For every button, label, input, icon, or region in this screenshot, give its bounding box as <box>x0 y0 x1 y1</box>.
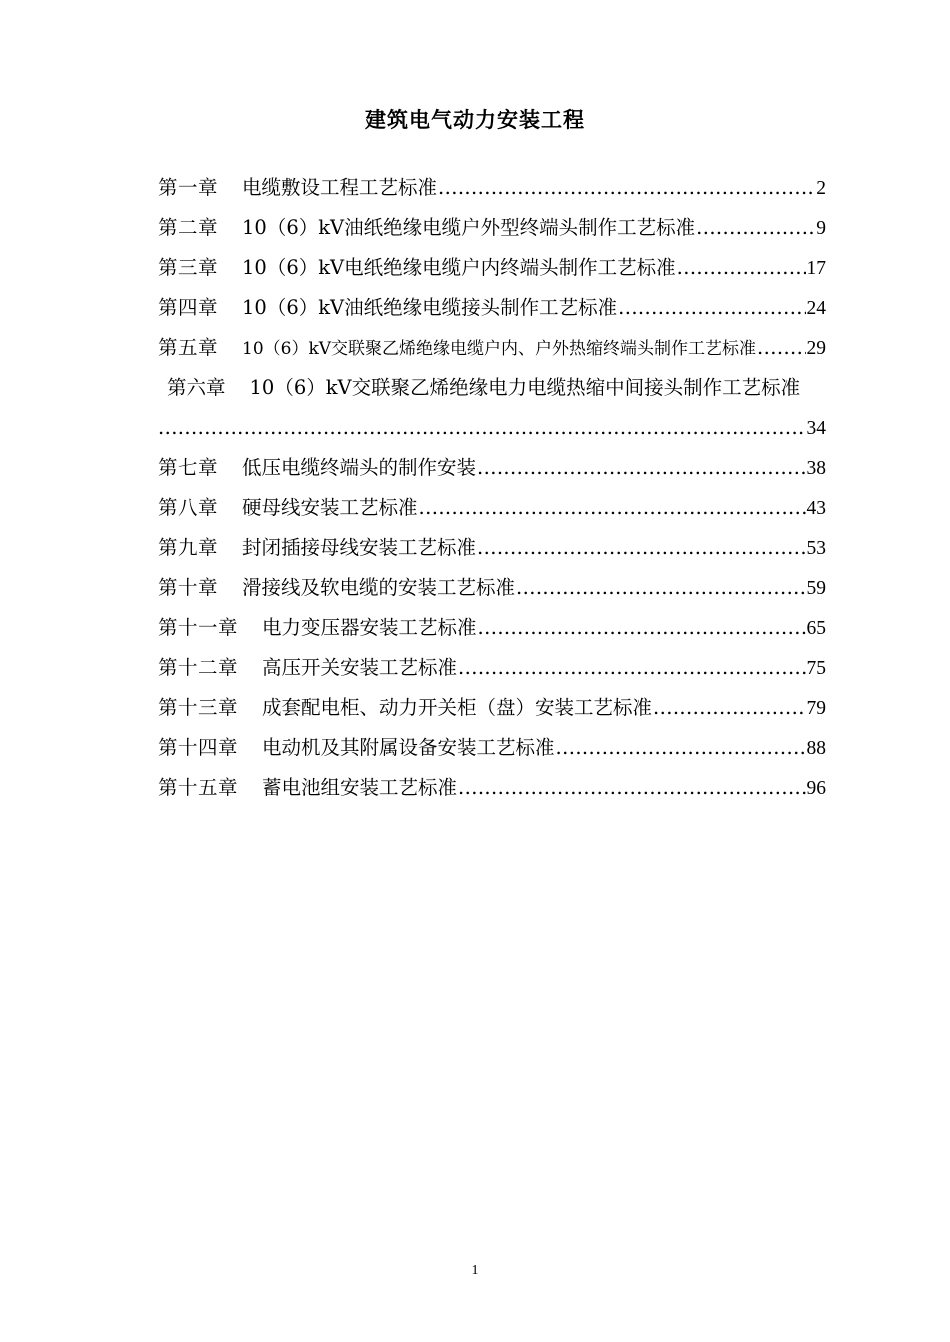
toc-page-number: 43 <box>806 498 826 519</box>
table-of-contents <box>158 168 826 808</box>
toc-entry-11[interactable] <box>158 608 826 648</box>
toc-chapter: 第三章 <box>158 256 219 279</box>
toc-entry-6-continuation <box>158 408 826 448</box>
toc-leader-dots <box>158 408 806 448</box>
toc-leader-dots <box>458 768 805 808</box>
toc-title: 成套配电柜、动力开关柜（盘）安装工艺标准 <box>262 696 653 719</box>
toc-chapter: 第六章 <box>167 376 226 399</box>
toc-page-number: 53 <box>806 538 826 559</box>
toc-page-number: 96 <box>806 778 826 799</box>
toc-leader-dots <box>478 608 806 648</box>
toc-leader-dots <box>516 568 805 608</box>
toc-page-number: 38 <box>806 458 826 479</box>
toc-chapter: 第十一章 <box>158 616 239 639</box>
toc-chapter: 第十五章 <box>158 776 239 799</box>
toc-chapter: 第一章 <box>158 176 219 199</box>
toc-title: 电缆敷设工程工艺标准 <box>242 176 438 199</box>
toc-entry-15[interactable] <box>158 768 826 808</box>
toc-title: 10（6）kV电纸绝缘电缆户内终端头制作工艺标准 <box>242 256 676 279</box>
toc-leader-dots <box>556 728 806 768</box>
toc-page-number: 65 <box>806 618 826 639</box>
toc-chapter: 第五章 <box>158 336 219 359</box>
toc-entry-14[interactable] <box>158 728 826 768</box>
toc-entry-9[interactable] <box>158 528 826 568</box>
toc-title: 10（6）kV油纸绝缘电缆接头制作工艺标准 <box>242 296 618 319</box>
toc-page-number: 24 <box>806 298 826 319</box>
toc-leader-dots <box>757 328 805 368</box>
document-title: 建筑电气动力安装工程 <box>365 108 585 132</box>
toc-title: 低压电缆终端头的制作安装 <box>242 456 477 479</box>
toc-leader-dots <box>438 168 815 208</box>
toc-entry-5[interactable] <box>158 328 826 368</box>
toc-entry-6-line <box>158 368 826 408</box>
toc-title: 封闭插接母线安装工艺标准 <box>242 536 477 559</box>
toc-title: 电力变压器安装工艺标准 <box>262 616 477 639</box>
toc-page-number: 75 <box>806 658 826 679</box>
toc-page-number: 34 <box>806 418 826 439</box>
toc-leader-dots <box>419 488 806 528</box>
toc-entry-7[interactable] <box>158 448 826 488</box>
toc-chapter: 第七章 <box>158 456 219 479</box>
toc-entry-12[interactable] <box>158 648 826 688</box>
toc-entry-6[interactable] <box>158 368 826 448</box>
toc-chapter: 第九章 <box>158 536 219 559</box>
toc-page-number: 2 <box>816 178 826 199</box>
toc-chapter: 第八章 <box>158 496 219 519</box>
toc-chapter: 第二章 <box>158 216 219 239</box>
toc-leader-dots <box>458 648 805 688</box>
toc-page-number: 79 <box>806 698 826 719</box>
toc-entry-10[interactable] <box>158 568 826 608</box>
toc-page-number: 59 <box>806 578 826 599</box>
toc-chapter: 第十三章 <box>158 696 239 719</box>
toc-title: 电动机及其附属设备安装工艺标准 <box>262 736 555 759</box>
toc-title: 10（6）kV交联聚乙烯绝缘电缆户内、户外热缩终端头制作工艺标准 <box>242 339 757 359</box>
toc-title: 高压开关安装工艺标准 <box>262 656 458 679</box>
toc-chapter: 第十四章 <box>158 736 239 759</box>
toc-chapter: 第十章 <box>158 576 219 599</box>
toc-chapter: 第十二章 <box>158 656 239 679</box>
toc-page-number: 9 <box>816 218 826 239</box>
toc-page-number: 88 <box>806 738 826 759</box>
toc-leader-dots <box>477 528 805 568</box>
toc-title: 滑接线及软电缆的安装工艺标准 <box>242 576 516 599</box>
toc-title: 10（6）kV交联聚乙烯绝缘电力电缆热缩中间接头制作工艺标准 <box>249 376 801 399</box>
toc-leader-dots <box>696 208 815 248</box>
toc-page-number: 29 <box>806 338 826 359</box>
toc-title: 硬母线安装工艺标准 <box>242 496 418 519</box>
toc-leader-dots <box>677 248 806 288</box>
toc-chapter: 第四章 <box>158 296 219 319</box>
toc-entry-4[interactable] <box>158 288 826 328</box>
toc-leader-dots <box>653 688 805 728</box>
toc-leader-dots <box>477 448 805 488</box>
toc-entry-13[interactable] <box>158 688 826 728</box>
toc-entry-8[interactable] <box>158 488 826 528</box>
toc-page-number: 17 <box>806 258 826 279</box>
toc-leader-dots <box>618 288 805 328</box>
toc-entry-2[interactable] <box>158 208 826 248</box>
page-number-footer: 1 <box>471 1263 479 1278</box>
toc-title: 蓄电池组安装工艺标准 <box>262 776 458 799</box>
toc-entry-1[interactable] <box>158 168 826 208</box>
toc-title: 10（6）kV油纸绝缘电缆户外型终端头制作工艺标准 <box>242 216 696 239</box>
toc-entry-3[interactable] <box>158 248 826 288</box>
